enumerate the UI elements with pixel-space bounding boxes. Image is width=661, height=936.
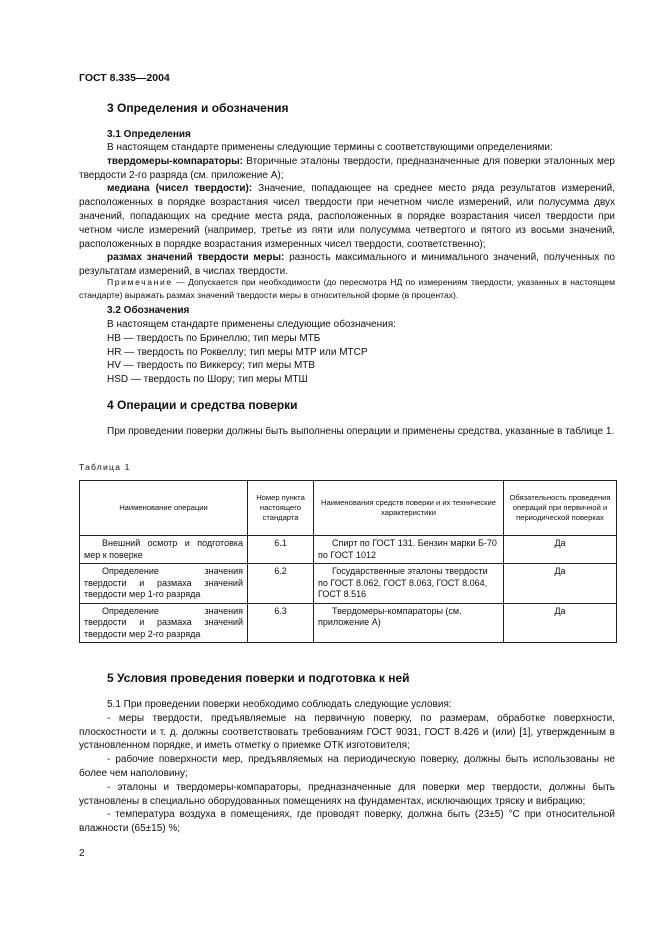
section-5-block <box>79 698 615 836</box>
definition-comparators <box>79 155 615 183</box>
table-cell: 6.2 <box>248 564 314 604</box>
table-caption: Таблица 1 <box>79 462 131 472</box>
section-4-text-block <box>79 425 615 439</box>
table-row <box>80 603 617 643</box>
term-bold: размах значений твердости меры: <box>107 252 285 264</box>
table-cell: Да <box>504 603 617 643</box>
table-cell: Определение значения твердости и размаха значений твердости мер 2-го разряда <box>80 603 248 643</box>
subsection-3-2-title: 3.2 Обозначения <box>107 305 190 316</box>
section-4-title: 4 Операции и средства поверки <box>107 398 298 412</box>
table-cell: Твердомеры-компараторы (см. приложение А) <box>314 603 504 643</box>
table-row <box>80 536 617 564</box>
subsection-3-1-title: 3.1 Определения <box>107 129 191 140</box>
section-3-title: 3 Определения и обозначения <box>107 101 289 115</box>
section-5-paragraph: - меры твердости, предъявляемые на первичную поверку, по размерам, обработке поверхности, плоскостности и т. д. должны соответствовать требованиям ГОСТ 9031, ГОСТ 8.426 и (или) [1], утвержденным в установленном порядке, и иметь отметку о приемке ОТК изготовителя; <box>79 712 615 752</box>
designation-item: HR — твердость по Роквеллу; тип меры МТР или МТСР <box>107 346 368 358</box>
column-header: Наименование операции <box>80 481 248 536</box>
column-header: Номер пункта настоящего стандарта <box>248 481 314 536</box>
table-cell: Спирт по ГОСТ 131. Бензин марки Б-70 по ГОСТ 1012 <box>314 536 504 564</box>
note-block <box>79 276 615 302</box>
definitions-intro: В настоящем стандарте применены следующие термины с соответствующими определениями: <box>107 142 553 153</box>
page-number: 2 <box>79 848 85 859</box>
designation-item: HB — твердость по Бринеллю; тип меры МТБ <box>107 332 321 344</box>
section-5-title: 5 Условия проведения поверки и подготовка к ней <box>107 671 410 685</box>
term-text: Значение, попадающее на среднее место ряда результатов измерений, расположенных в порядке возрастания чисел твердости при нечетном числе измерений, или полусумма двух значений, попадающих на средние места ряда, расположенных в порядке возрастания чисел твердости при четном числе измерений (например, третье из пяти или полусумма четвертого и пятого из восьми значений, расположенных в порядке возрастания измеренных чисел твердости, соответственно); <box>79 183 615 250</box>
column-header: Обязательность проведения операций при первичной и периодической поверках <box>504 481 617 536</box>
section-5-paragraph: - рабочие поверхности мер, предъявляемых на периодическую поверку, должны быть использованы не более чем наполовину; <box>79 754 615 779</box>
section-5-paragraph: 5.1 При проведении поверки необходимо соблюдать следующие условия: <box>107 699 452 710</box>
section-5-paragraph: - температура воздуха в помещениях, где проводят поверку, должна быть (23±5) °С при относительной влажности (65±15) %; <box>79 809 615 835</box>
table-cell: Да <box>504 564 617 604</box>
term-text: Вторичные эталоны твердости, предназначенные для поверки эталонных мер твердости 2-го разряда (см. приложение А); <box>79 155 615 181</box>
table-cell: Государственные эталоны твердости по ГОСТ 8.062, ГОСТ 8.063, ГОСТ 8.064, ГОСТ 8.516 <box>314 564 504 604</box>
definition-range <box>79 251 615 279</box>
definition-median <box>79 182 615 251</box>
term-bold: медиана (чисел твердости): <box>107 183 253 195</box>
designation-item: HV — твердость по Виккерсу; тип меры МТВ <box>107 360 316 372</box>
column-header: Наименования средств поверки и их технические характеристики <box>314 481 504 536</box>
designations-intro: В настоящем стандарте применены следующие обозначения: <box>107 319 396 330</box>
table-cell: Определение значения твердости и размаха значений твердости мер 1-го разряда <box>80 564 248 604</box>
table-cell: 6.3 <box>248 603 314 643</box>
designation-item: HSD — твердость по Шору; тип меры МТШ <box>107 374 308 386</box>
table-cell: Внешний осмотр и подготовка мер к поверке <box>80 536 248 564</box>
operations-table <box>79 480 617 643</box>
table-row <box>80 564 617 604</box>
section-5-paragraph: - эталоны и твердомеры-компараторы, предназначенные для поверки мер твердости, должны быть установлены в специально оборудованных помещениях на фундаментах, исключающих тряску и вибрацию; <box>79 781 615 807</box>
term-text: разность максимального и минимального значений, полученных по результатам измерений, в числах твердости. <box>79 252 615 278</box>
table-cell: 6.1 <box>248 536 314 564</box>
term-bold: твердомеры-компараторы: <box>107 155 243 167</box>
note <box>79 276 615 302</box>
note-label: Примечание <box>107 277 173 287</box>
note-text: — Допускается при необходимости (до пересмотра НД по измерениям твердости, указанных в настоящем стандарте) выражать размах значений твердости меры в относительной форме (в процентах). <box>79 277 615 300</box>
table-header-row <box>80 481 617 536</box>
designations-list <box>107 318 396 387</box>
table-cell: Да <box>504 536 617 564</box>
definitions-block <box>79 141 615 279</box>
section-4-text: При проведении поверки должны быть выполнены операции и применены средства, указанные в таблице 1. <box>107 426 615 437</box>
document-header: ГОСТ 8.335—2004 <box>79 72 170 84</box>
